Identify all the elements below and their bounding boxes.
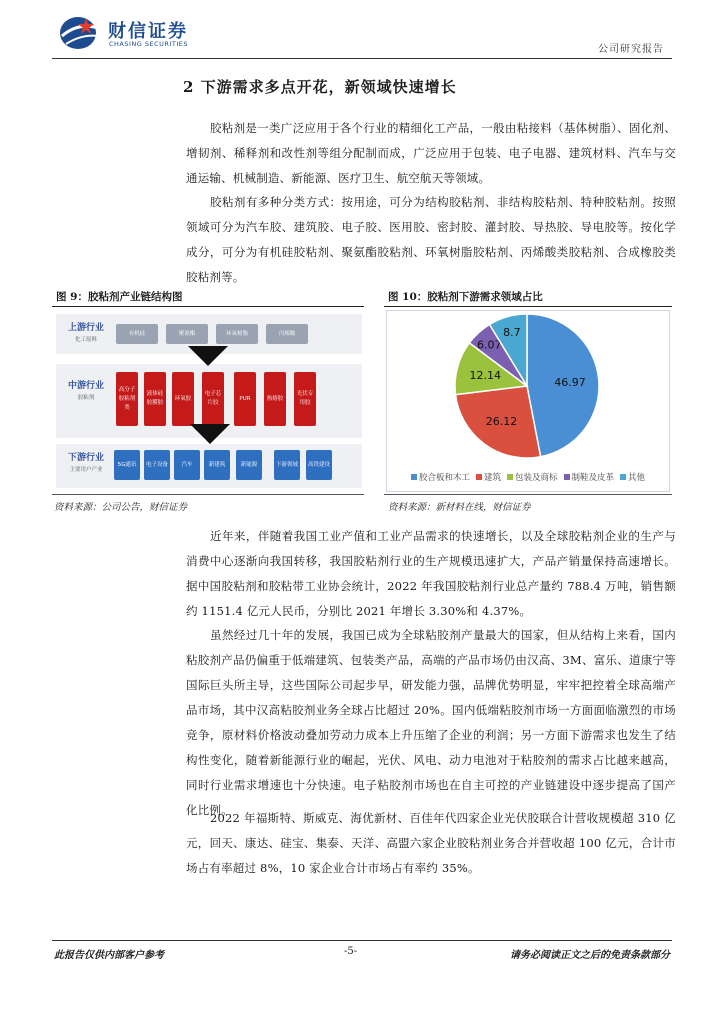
downstream-item: 高铁建设 xyxy=(306,450,332,480)
midstream-label-sub: 胶粘剂 xyxy=(77,395,95,401)
midstream-item: 液体硅胶膜胶 xyxy=(144,372,166,426)
down-arrow-icon xyxy=(188,346,228,368)
pie-data-label: 6.07 xyxy=(476,338,502,352)
midstream-label xyxy=(60,378,112,401)
figure-9-bottom-rule xyxy=(52,494,364,495)
downstream-label-sub: 主要用户产业 xyxy=(69,467,103,473)
paragraph-3: 近年来，伴随着我国工业产值和工业产品需求的快速增长，以及全球胶粘剂企业的生产与消费中心逐渐向我国转移，我国胶粘剂行业的生产规模迅速扩大，产品产销量保持高速增长。据中国胶粘剂和胶粘带工业协会统计，2022 年我国胶粘剂行业总产量约 788.4 万吨，销售额约 1151.4 亿元人民币，分别比 2021 年增长 3.30%和 4.37%。 xyxy=(186,529,676,618)
upstream-label-main: 上游行业 xyxy=(67,323,104,333)
footer-disclaimer: 此报告仅供内部客户参考 xyxy=(54,950,164,961)
downstream-item: 新建筑 xyxy=(204,450,230,480)
midstream-label-main: 中游行业 xyxy=(67,381,104,391)
upstream-item: 环氧树脂 xyxy=(216,324,258,344)
legend-swatch xyxy=(620,474,626,480)
legend-label: 建筑 xyxy=(483,473,501,483)
legend-swatch xyxy=(507,474,513,480)
downstream-label-main: 下游行业 xyxy=(67,453,104,463)
midstream-item: 光伏专用胶 xyxy=(294,372,316,426)
upstream-label-sub: 化工原料 xyxy=(74,337,97,343)
pie-legend xyxy=(387,471,669,483)
figure-9-title: 图 9：胶粘剂产业链结构图 xyxy=(56,291,183,303)
logo-text-en: CHASING SECURITIES xyxy=(109,40,188,48)
pie-data-label: 26.12 xyxy=(485,414,518,428)
figure-10-source: 资料来源：新材料在线，财信证券 xyxy=(388,502,531,513)
legend-label: 制鞋及皮革 xyxy=(571,473,615,483)
legend-item xyxy=(620,471,645,483)
footer-notice: 请务必阅读正文之后的免责条款部分 xyxy=(510,950,670,961)
upstream-item: 丙烯酸 xyxy=(266,324,308,344)
downstream-item: 新能源 xyxy=(236,450,262,480)
pie-chart xyxy=(386,310,670,492)
legend-item xyxy=(507,471,558,483)
figure-10-bottom-rule xyxy=(384,494,672,495)
section-title: 2 下游需求多点开花，新领域快速增长 xyxy=(183,78,457,96)
downstream-item: 汽车 xyxy=(174,450,200,480)
figure-10-title: 图 10：胶粘剂下游需求领域占比 xyxy=(388,291,543,303)
legend-label: 其他 xyxy=(628,473,646,483)
pie-data-label: 46.97 xyxy=(554,375,586,389)
logo-text-cn: 财信证券 xyxy=(108,21,188,42)
figure-10-top-rule xyxy=(384,306,672,307)
midstream-item: 热熔胶 xyxy=(264,372,286,426)
header-divider xyxy=(52,58,672,59)
figure-9-top-rule xyxy=(52,306,364,307)
legend-label: 包装及商标 xyxy=(514,473,558,483)
upstream-label xyxy=(60,320,112,343)
legend-swatch xyxy=(476,474,482,480)
paragraph-4: 虽然经过几十年的发展，我国已成为全球粘胶剂产量最大的国家，但从结构上来看，国内粘胶剂产品仍偏重于低端建筑、包装类产品，高端的产品市场仍由汉高、3M、富乐、道康宁等国际巨头所主导，这些国际公司起步早，研发能力强，品牌优势明显，牢牢把控着全球高端产品市场，其中汉高粘胶剂业务全球占比超过 20%。国内低端粘胶剂市场一方面面临激烈的市场竞争，原材料价格波动叠加劳动力成本上升压缩了企业的利润；另一方面下游需求也发生了结构性变化，随着新能源行业的崛起，光伏、风电、动力电池对于粘胶剂的需求占比越来越高，同时行业需求增速也十分快速。电子粘胶剂市场也在自主可控的产业链建设中逐步提高了国产化比例。 xyxy=(186,628,676,817)
figure-9-source: 资料来源：公司公告，财信证券 xyxy=(54,502,188,513)
logo-globe-icon xyxy=(58,14,102,50)
downstream-item: 电子设备 xyxy=(144,450,170,480)
report-type-label: 公司研究报告 xyxy=(598,44,664,55)
legend-item xyxy=(564,471,615,483)
upstream-item: 聚氨酯 xyxy=(166,324,208,344)
pie-data-label: 8.7 xyxy=(503,325,521,339)
page-number: -5- xyxy=(344,946,358,957)
company-logo xyxy=(58,14,198,52)
supply-chain-diagram xyxy=(56,310,362,490)
paragraph-2: 胶粘剂有多种分类方式：按用途，可分为结构胶粘剂、非结构胶粘剂、特种胶粘剂。按照领域可分为汽车胶、建筑胶、电子胶、医用胶、密封胶、灌封胶、导热胶、导电胶等。按化学成分，可分为有机硅胶粘剂、聚氨酯胶粘剂、环氧树脂胶粘剂、丙烯酸类胶粘剂、合成橡胶类胶粘剂等。 xyxy=(186,195,676,284)
pie-data-label: 12.14 xyxy=(469,368,502,382)
midstream-item: 环氧胶 xyxy=(172,372,194,426)
legend-item xyxy=(476,471,501,483)
legend-swatch xyxy=(564,474,570,480)
paragraph-1: 胶粘剂是一类广泛应用于各个行业的精细化工产品，一般由粘接料（基体树脂）、固化剂、增韧剂、稀释剂和改性剂等组分配制而成，广泛应用于包装、电子电器、建筑材料、汽车与交通运输、机械制造、新能源、医疗卫生、航空航天等领域。 xyxy=(186,121,676,185)
legend-item xyxy=(411,471,470,483)
paragraph-5: 2022 年福斯特、斯威克、海优新材、百佳年代四家企业光伏胶联合计营收规模超 310 亿元，回天、康达、硅宝、集泰、天洋、高盟六家企业胶粘剂业务合并营收超 100 亿元，合计市场占有率超过 8%，10 家企业合计市场占有率约 35%。 xyxy=(186,811,676,875)
midstream-item: 电子芯片胶 xyxy=(202,372,224,426)
upstream-item: 有机硅 xyxy=(116,324,158,344)
pie-chart-svg xyxy=(387,311,669,493)
downstream-item: 5G通讯 xyxy=(114,450,140,480)
downstream-label xyxy=(60,450,112,473)
legend-label: 胶合板和木工 xyxy=(418,473,470,483)
legend-swatch xyxy=(411,474,417,480)
footer-divider xyxy=(52,940,672,941)
midstream-item: PUR xyxy=(234,372,256,426)
down-arrow-icon xyxy=(190,424,230,446)
downstream-item: 下游领域 xyxy=(274,450,300,480)
midstream-item: 高分子胶粘剂类 xyxy=(116,372,138,426)
